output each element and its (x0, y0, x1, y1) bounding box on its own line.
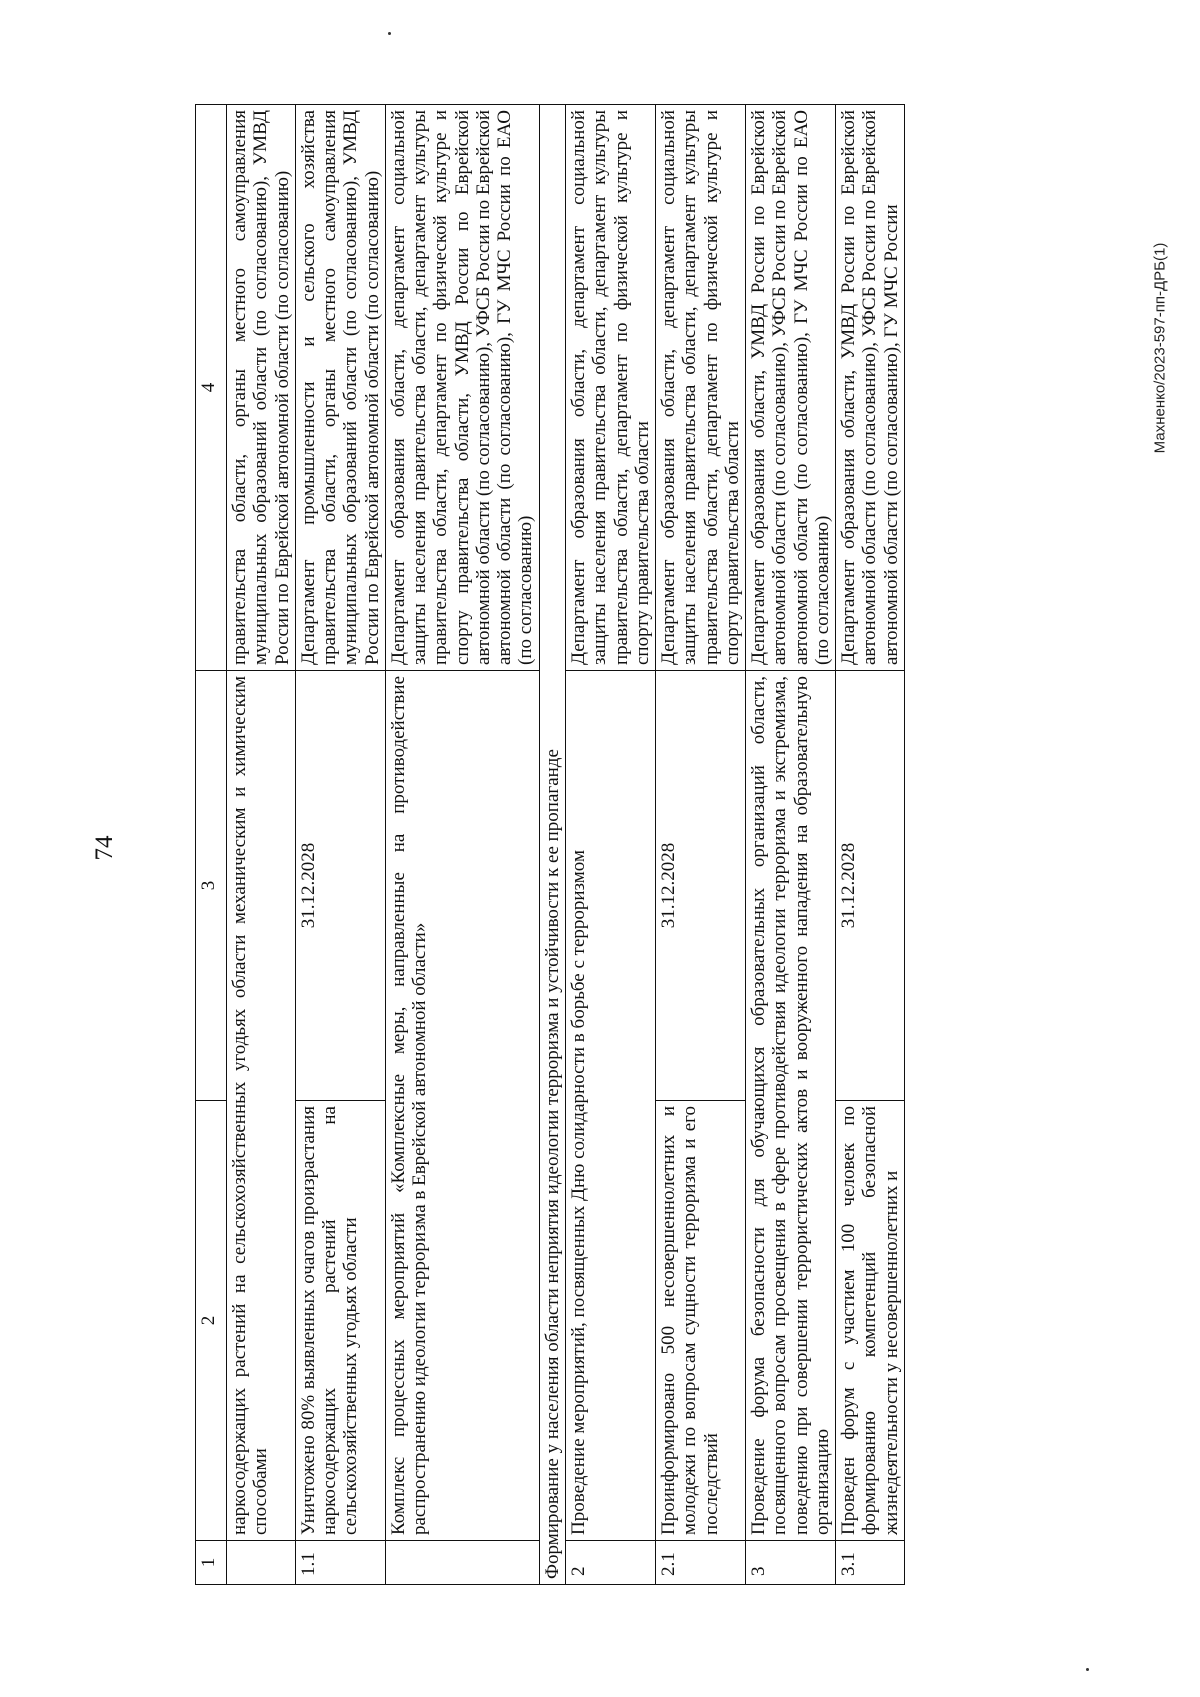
merged-measure-cell: Комплекс процессных мероприятий «Комплексные меры, направленные на противодействие распространению идеологии терроризма в Еврейской автономной области» (385, 671, 539, 1541)
section-heading-cell: Формирование у населения области неприятия идеологии терроризма и устойчивости к ее пропаганде (539, 105, 565, 1585)
header-cell: 2 (196, 1101, 227, 1541)
result-cell: Уничтожено 80% выявленных очагов произрастания наркосодержащих растений на сельскохозяйственных угодьях области (295, 1101, 385, 1541)
table-row (746, 105, 836, 1585)
table-row (227, 105, 296, 1585)
responsible-cell: Департамент промышленности и сельского хозяйства правительства области, органы местного самоуправления муниципальных образований области (по согласованию), УМВД России по Еврейской автономной области (по согласованию) (295, 105, 385, 671)
row-number-cell: 1.1 (295, 1541, 385, 1585)
table-row (295, 105, 385, 1585)
row-number-cell: 2.1 (656, 1541, 746, 1585)
table-row (656, 105, 746, 1585)
result-cell: Проведен форум с участием 100 человек по формированию компетенций безопасной жизнедеятельности у несовершеннолетних и (836, 1101, 905, 1541)
result-cell: Проинформировано 500 несовершеннолетних и молодежи по вопросам сущности терроризма и его последствий (656, 1101, 746, 1541)
row-number-cell (385, 1541, 539, 1585)
document-code-footer: Махненко/2023-597-пп-ДРБ(1) (1151, 242, 1169, 454)
responsible-cell: Департамент образования области, УМВД России по Еврейской автономной области (по согласованию), УФСБ России по Еврейской автономной области (по согласованию), ГУ МЧС России по ЕАО (по согласованию) (746, 105, 836, 671)
merged-measure-cell: Проведение мероприятий, посвященных Дню солидарности в борьбе с терроризмом (565, 671, 655, 1541)
header-cell: 1 (196, 1541, 227, 1585)
responsible-cell: Департамент образования области, УМВД России по Еврейской автономной области (по согласованию), УФСБ России по Еврейской автономной области (по согласованию), ГУ МЧС России (836, 105, 905, 671)
scan-speck (388, 32, 391, 35)
table-header-row (196, 105, 227, 1585)
deadline-cell: 31.12.2028 (295, 671, 385, 1101)
table-section-row (539, 105, 565, 1585)
row-number-cell: 3.1 (836, 1541, 905, 1585)
responsible-cell: Департамент образования области, департамент социальной защиты населения правительства области, департамент культуры правительства области, департамент по физической культуре и спорту правительства области (656, 105, 746, 671)
responsible-cell: правительства области, органы местного самоуправления муниципальных образований области (по согласованию), УМВД России по Еврейской автономной области (по согласованию) (227, 105, 296, 671)
responsible-cell: Департамент образования области, департамент социальной защиты населения правительства области, департамент культуры правительства области, департамент по физической культуре и спорту правительства области (565, 105, 655, 671)
deadline-cell: 31.12.2028 (656, 671, 746, 1101)
table-row (385, 105, 539, 1585)
page-number: 74 (91, 835, 118, 861)
deadline-cell: 31.12.2028 (836, 671, 905, 1101)
merged-measure-cell: Проведение форума безопасности для обучающихся образовательных организаций области, посвященного вопросам просвещения в сфере противодействия идеологии терроризма и экстремизма, поведению при совершении террористических актов и вооруженного нападения на образовательную организацию (746, 671, 836, 1541)
header-cell: 3 (196, 671, 227, 1101)
row-number-cell: 3 (746, 1541, 836, 1585)
header-cell: 4 (196, 105, 227, 671)
table-body (196, 105, 905, 1585)
row-number-cell (227, 1541, 296, 1585)
table-row (565, 105, 655, 1585)
measures-table (195, 104, 905, 1585)
table-row (836, 105, 905, 1585)
scan-speck (1086, 1668, 1089, 1671)
responsible-cell: Департамент образования области, департамент социальной защиты населения правительства области, департамент культуры правительства области, департамент по физической культуре и спорту правительства области, УМВД России по Еврейской автономной области (по согласованию), УФСБ России по Еврейской автономной области (по согласованию), ГУ МЧС России по ЕАО (по согласованию) (385, 105, 539, 671)
row-number-cell: 2 (565, 1541, 655, 1585)
merged-measure-cell: наркосодержащих растений на сельскохозяйственных угодьях области механическим и химическим способами (227, 671, 296, 1541)
rotated-table-container (195, 105, 1055, 1585)
